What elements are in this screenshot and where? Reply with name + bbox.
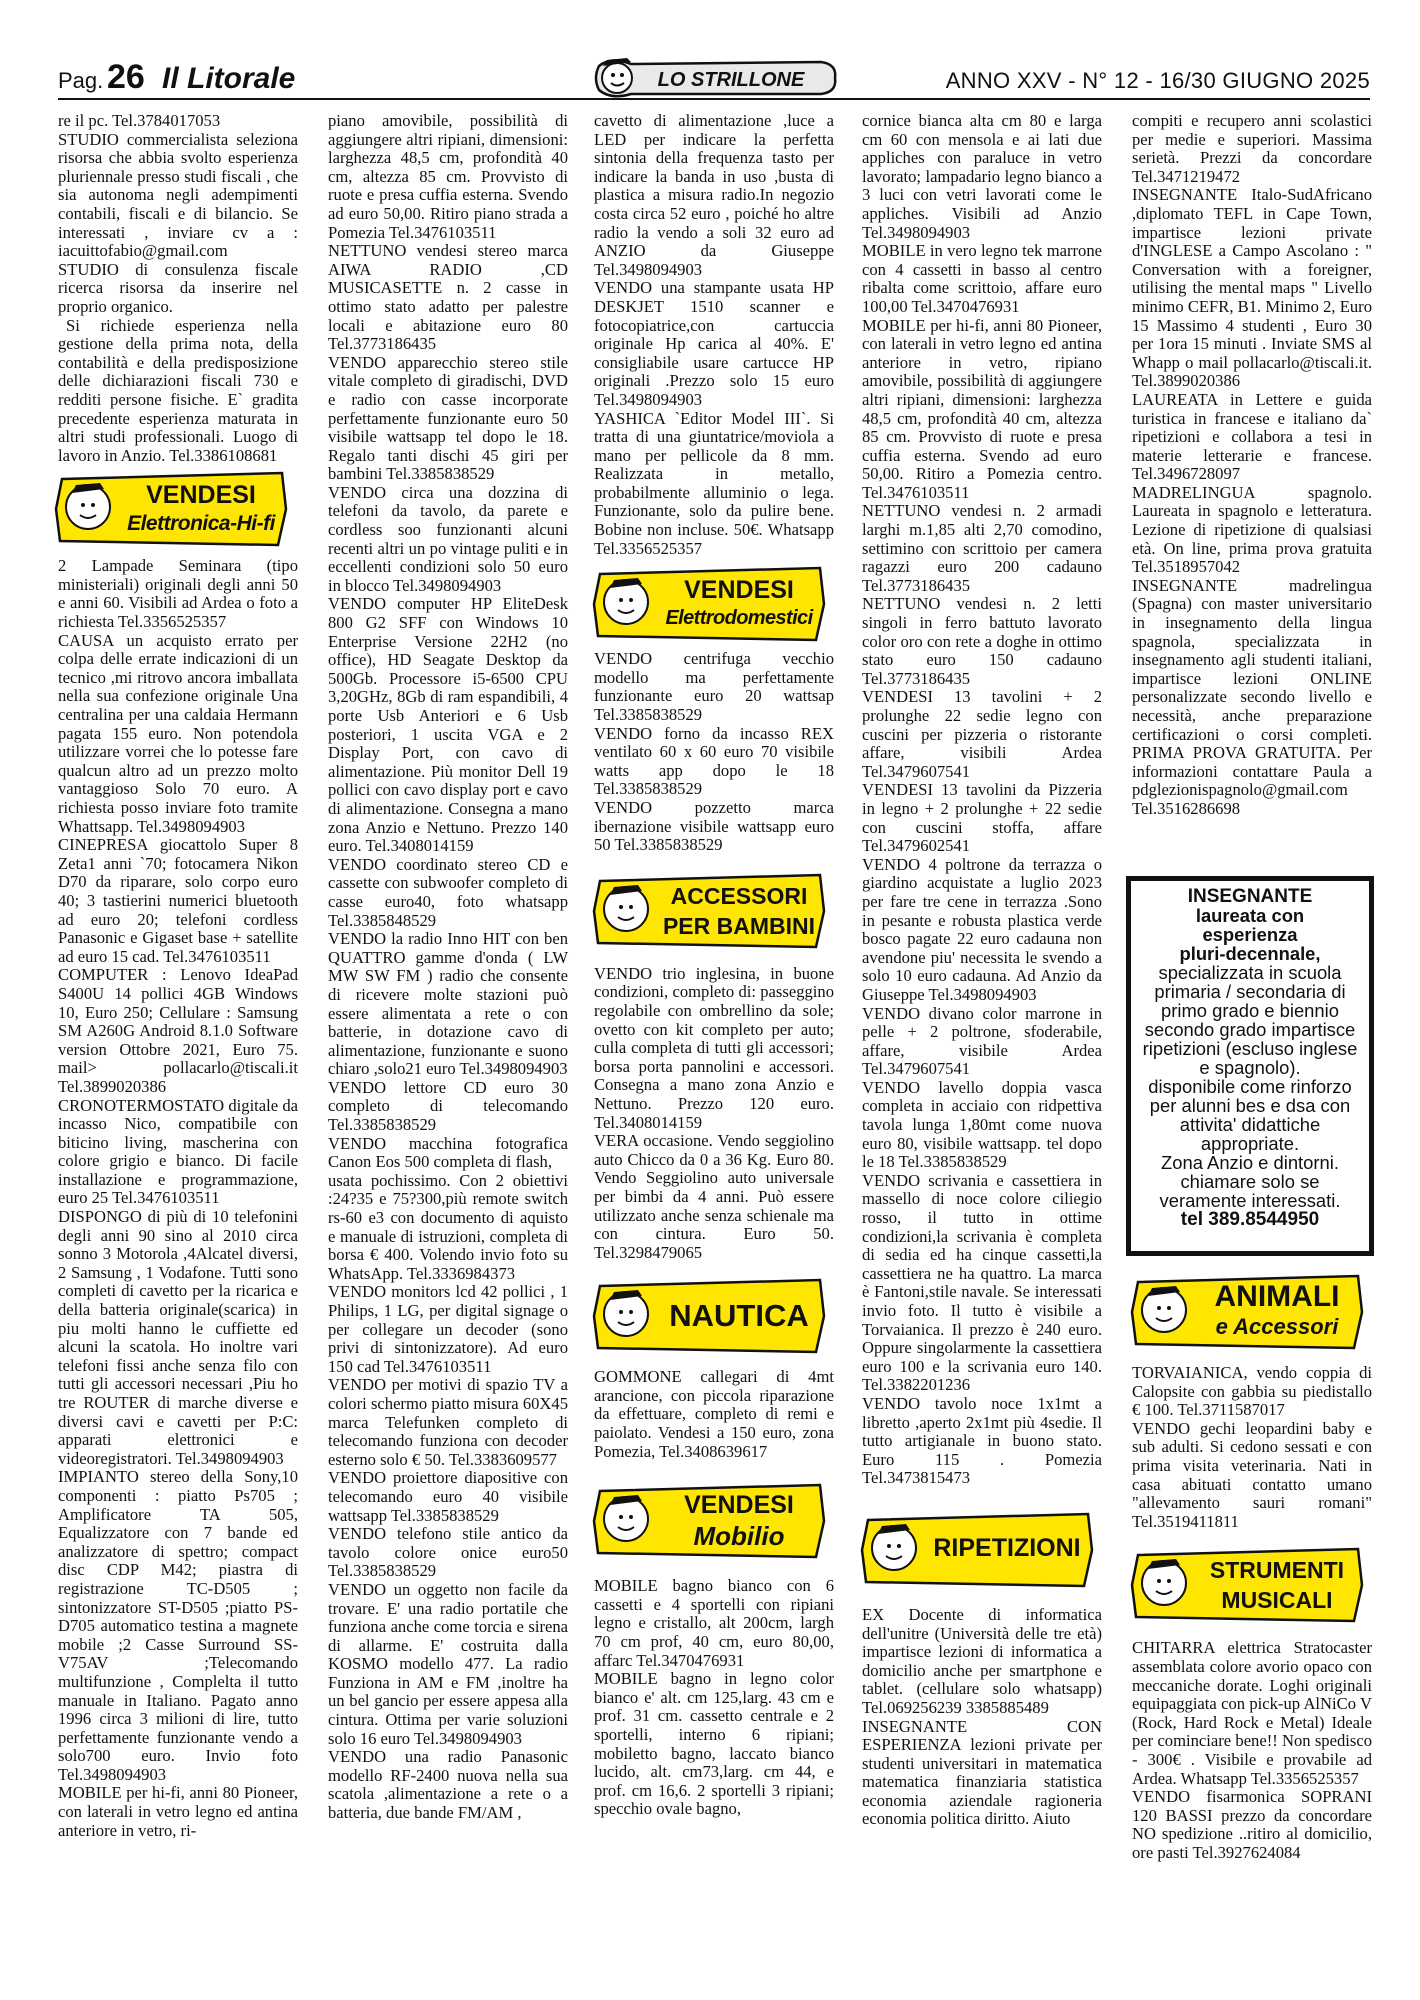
classified-listing: VENDO apparecchio stereo stile vitale completo di giradischi, DVD e radio con casse incorporate perfettamente funzionante euro 50 visibile wattsapp tel dopo le 18. Regalo tanti dischi 45 giri per bambini Tel.3385838529 xyxy=(328,352,568,484)
banner-title: RIPETIZIONI xyxy=(933,1533,1081,1562)
banner-spacer xyxy=(1132,1268,1372,1364)
classified-listing: GOMMONE callegari di 4mt arancione, con piccola riparazione da effettuare, completo di remi e paiolato. Vendesi a 150 euro, zona Pomezia, Tel.3408639617 xyxy=(594,1367,834,1461)
classified-listing: Si richiede esperienza nella gestione della prima nota, della contabilità e della predisposizione delle dichiarazioni fiscali 730 e redditi persone fisiche. E` gradita precedente esperienza maturata in altri studi professionali. Luogo di lavoro in Anzio. Tel.3386108681 xyxy=(58,315,298,465)
classified-listing: VENDO una radio Panasonic modello RF-2400 nuova nella sua scatola ,alimentazione a rete o a batteria, due bande FM/AM , xyxy=(328,1747,568,1823)
banner-nautica xyxy=(592,1276,828,1356)
classified-listing: 2 Lampade Seminara (tipo ministeriali) originali degli anni 50 e anni 60. Visibili ad Ardea o foto a richiesta Tel.3356525357 xyxy=(58,556,298,632)
classified-listing: VENDO gechi leopardini baby e sub adulti. Si cedono sessati e con prima visita veterinaria. Nati in casa abituati contatto umano "allevamento sauri romani" Tel.3519411811 xyxy=(1132,1418,1372,1531)
page-number: 26 xyxy=(107,58,145,96)
page-label: Pag. xyxy=(58,68,104,93)
classified-listing: MOBILE per hi-fi, anni 80 Pioneer, con laterali in vetro legno ed antina anteriore in vetro, ri- xyxy=(58,1783,298,1840)
classified-listing: CHITARRA elettrica Stratocaster assemblata colore avorio opaco con meccaniche dorate. Loghi originali equipaggiata con pick-up AlNiCo V (Rock, Hard Rock e Metal) Ideale per cominciare bene!! Non spedisco - 300€ . Visibile e provabile ad Ardea. Whatsapp Tel.3356525357 xyxy=(1132,1638,1372,1788)
col4-top-listings xyxy=(862,112,1102,1488)
classified-listing: VENDO macchina fotografica Canon Eos 500 completa di flash, xyxy=(328,1133,568,1172)
classified-listing: VENDO proiettore diapositive con telecomando euro 40 visibile wattsapp Tel.3385838529 xyxy=(328,1468,568,1525)
box-ad-text: specializzata in scuola primaria / secondaria di primo grado e biennio secondo grado impartisce ripetizioni (escluso inglese e spagnolo). xyxy=(1142,962,1358,1078)
classified-listing: VENDO un oggetto non facile da trovare. E' una radio portatile che funziona anche come torcia e sirena di allarme. E' costruita dalla KOSMO modello 477. La radio Funziona in AM e FM ,inoltre ha un bel gancio per essere appesa alla cintura. Ottima per varie soluzioni solo 16 euro Tel.3498094903 xyxy=(328,1579,568,1748)
classified-listing: VENDO monitors lcd 42 pollici , 1 Philips, 1 LG, per digital signage o per collegare un decoder (sono privi di sintonizzatore). Ad euro 150 cad Tel.3476103511 xyxy=(328,1282,568,1376)
classified-listing: VENDESI 13 tavolini da Pizzeria in legno + 2 prolunghe + 22 sedie con cuscini stoffa, affare Tel.3479602541 xyxy=(862,780,1102,856)
banner-subtitle: PER BAMBINI xyxy=(662,912,816,939)
banner-title: NAUTICA xyxy=(669,1298,809,1334)
nautica-listings xyxy=(594,1368,834,1461)
banner-title: VENDESI xyxy=(146,481,256,510)
classified-listing: VENDO per motivi di spazio TV a colori schermo piatto misura 60X45 marca Telefunken completo di telecomando funziona con decoder esterno solo € 50. Tel.3383609577 xyxy=(328,1375,568,1469)
banner-title: VENDESI xyxy=(684,1491,794,1520)
banner-animali-accessori xyxy=(1130,1272,1366,1352)
box-ad-line: pluri-decennale, xyxy=(1179,943,1321,964)
col1-top-listings xyxy=(58,112,298,465)
banner-spacer xyxy=(1132,1531,1372,1639)
box-ad-text: Zona Anzio e dintorni. chiamare solo se veramente interessati. xyxy=(1159,1152,1341,1211)
banner-title: ACCESSORI xyxy=(670,882,808,909)
classified-listing: CINEPRESA giocattolo Super 8 Zeta1 anni `70; fotocamera Nikon D70 da riparare, solo corpo euro 40; 3 tastierini numerici bluetooth ad euro 20; telefoni cordless Panasonic e Gigaset base + satellite ad euro 15 cad. Tel.3476103511 xyxy=(58,835,298,966)
banner-spacer xyxy=(594,558,834,650)
classified-listing: YASHICA `Editor Model III`. Si tratta di una giuntatrice/moviola a mano per pellicole da 8 mm. Realizzata in metallo, probabilmente alluminio o lega. Funzionante, solo da pulire bene. Bobine non incluse. 50€. Whatsapp Tel.3356525357 xyxy=(594,408,834,558)
banner-vendesi-elettronica xyxy=(54,469,290,549)
classified-listing: VENDO forno da incasso REX ventilato 60 x 60 euro 70 visibile watts app dopo le 18 Tel.3385838529 xyxy=(594,723,834,799)
classified-listing: CAUSA un acquisto errato per colpa delle errate indicazioni di un tecnico ,mi ritrovo ancora imballata nella sua confezione originale Una centralina per una caldaia Hermann pagata 155 euro. Non potendola utilizzare vorrei che lo potesse fare qualcun altro ad un prezzo molto vantaggioso Solo 70 euro. A richiesta posso inviare foto tramite Whattsapp. Tel.3498094903 xyxy=(58,630,298,836)
animali-listings xyxy=(1132,1364,1372,1531)
classified-listing: VENDO la radio Inno HIT con ben QUATTRO gamme d'onda ( LW MW SW FM ) radio che consente di ricevere molte stazioni può essere alimentata a rete o con batterie, in dotazione cavo di alimentazione, funzionante e suono chiaro ,solo21 euro Tel.3498094903 xyxy=(328,929,568,1079)
issue-info: ANNO XXV - N° 12 - 16/30 GIUGNO 2025 xyxy=(945,68,1370,93)
classified-listing: MADRELINGUA spagnolo. Laureata in spagnolo e letteratura. Lezione di ripetizione di qualsiasi età. On line, prima prova gratuita Tel.3518957042 xyxy=(1132,482,1372,577)
banner-title: VENDESI xyxy=(684,576,794,605)
paper-name: Il Litorale xyxy=(162,62,296,95)
classified-listing: VENDO fisarmonica SOPRANI 120 BASSI prezzo da concordare NO spedizione ..ritiro al domicilio, ore pasti Tel.3927624084 xyxy=(1132,1787,1372,1862)
classified-listing: piano amovibile, possibilità di aggiungere altri ripiani, dimensioni: larghezza 48,5 cm, profondità 40 cm, altezza 85 cm. Provvisto di ruote e presa cuffia esterna. Svendo ad euro 50,00. Ritiro piano strada a Pomezia Tel.3476103511 xyxy=(328,111,568,242)
ripetizioni-listings xyxy=(862,1606,1102,1829)
classified-listing: usata pochissimo. Con 2 obiettivi :24?35 e 75?300,più remote switch rs-60 e3 con documento di aquisto e manuale di istruzioni, completa di borsa € 400. Volendo invio foto su WhatsApp. Tel.3336984373 xyxy=(328,1170,568,1283)
column-3 xyxy=(594,112,834,1819)
classified-listing: VENDO computer HP EliteDesk 800 G2 SFF con Windows 10 Enterprise Versione 22H2 (no office), HD Seagate Desktop da 500Gb. Processore i5-6500 CPU 3,20GHz, 8Gb di ram espandibili, 4 porte Usb Anteriori e 6 Usb posteriori, 1 uscita VGA e 2 Display Port, con cavo di alimentazione. Più monitor Dell 19 pollici con cavo display port e cavo di alimentazione. Consegna a mano zona Anzio e Nettuno. Prezzo 140 euro. Tel.3408014159 xyxy=(328,594,568,856)
classified-listing: CRONOTERMOSTATO digitale da incasso Nico, compatibile con biticino living, mascherina con colore grigio e bianco. Di facile installazione e programmazione, euro 25 Tel.3476103511 xyxy=(58,1095,298,1208)
bambini-listings xyxy=(594,965,834,1263)
banner-ripetizioni xyxy=(860,1510,1096,1590)
banner-title: ANIMALI xyxy=(1214,1280,1340,1313)
column-1 xyxy=(58,112,298,1840)
insegnante-box-ad xyxy=(1126,876,1374,1256)
classified-listing: VENDO centrifuga vecchio modello ma perfettamente funzionante euro 20 wattsap Tel.3385838529 xyxy=(594,649,834,725)
classified-listing: VENDO circa una dozzina di telefoni da tavolo, da parete e cordless soo funzionanti alcuni recenti altri un po vintage puliti e in eccellenti condizioni solo 50 euro in blocco Tel.3498094903 xyxy=(328,482,568,595)
banner-accessori-bambini xyxy=(592,871,828,951)
classified-listing: VENDO divano color marrone in pelle + 2 poltrone, sfoderabile, affare, visibile Ardea Tel.3479607541 xyxy=(862,1003,1102,1079)
classified-listing: IMPIANTO stereo della Sony,10 componenti : piatto Ps705 ; Amplificatore TA 505, Equalizzatore con 7 bande ed analizzatore di spettro; compact disc CDP M42; piastra di registrazione TC-D505 ; sintonizzatore ST-D505 ;piatto PS-D705 automatico testina a magnete mobile ;2 Casse Surround SS-V75AV ;Telecomando multifunzione , Complelta il tutto manuale in Italiano. Pagato anno 1996 circa 3 milioni di lire, tutto perfettamente funzionante vendo a solo700 euro. Invio foto Tel.3498094903 xyxy=(58,1467,298,1784)
strumenti-listings xyxy=(1132,1639,1372,1862)
box-ad-line: laureata con xyxy=(1195,905,1305,926)
mobilio-listings xyxy=(594,1577,834,1819)
classified-listing: VENDO telefono stile antico da tavolo colore onice euro50 Tel.3385838529 xyxy=(328,1524,568,1581)
banner-spacer xyxy=(594,855,834,965)
banner-subtitle: Elettrodomestici xyxy=(665,607,813,630)
classified-listing: compiti e recupero anni scolastici per medie e superiori. Massima serietà. Prezzi da concordare Tel.3471219472 xyxy=(1132,111,1372,186)
classified-listing: cornice bianca alta cm 80 e larga cm 60 con mensola e ai lati due appliches con paraluce in vetro lavorato; lampadario legno bianco a 3 luci con vetri lavorati come le appliches. Visibili ad Anzio Tel.3498094903 xyxy=(862,111,1102,242)
banner-subtitle: e Accessori xyxy=(1215,1314,1339,1339)
col2-listings xyxy=(328,112,568,1823)
column-5-lower xyxy=(1132,1268,1372,1862)
classified-listing: VENDESI 13 tavolini + 2 prolunghe 22 sedie legno con cuscini per pizzeria o ristorante affare, visibili Ardea Tel.3479607541 xyxy=(862,687,1102,781)
classified-listing: STUDIO di consulenza fiscale ricerca risorsa da inserire nel proprio organico. xyxy=(58,259,298,316)
header-rule xyxy=(58,98,1370,100)
banner-spacer xyxy=(862,1488,1102,1606)
col5-top-listings xyxy=(1132,112,1372,819)
classified-listing: TORVAIANICA, vendo coppia di Calopsite con gabbia su piedistallo € 100. Tel.3711587017 xyxy=(1132,1363,1372,1420)
page-header xyxy=(58,58,1370,100)
col1-bottom-listings xyxy=(58,557,298,1840)
classified-listing: VENDO una stampante usata HP DESKJET 1510 scanner e fotocopiatrice,con cartuccia originale Hp carica al 40%. E' consigliabile usare cartucce HP originali .Prezzo solo 15 euro Tel.3498094903 xyxy=(594,278,834,409)
classified-listing: INSEGNANTE madrelingua (Spagna) con master universitario in insegnamento della lingua spagnola, specializzata in insegnamento agli studenti italiani, impartisce lezioni ONLINE personalizzate secondo livello e necessità, anche preparazione certificazioni o corsi completi. PRIMA PROVA GRATUITA. Per informazioni contattare Paula a pdglezionispagnolo@gmail.com Tel.3516286698 xyxy=(1132,575,1372,818)
classified-listing: VENDO coordinato stereo CD e cassette con subwoofer completo di casse euro40, foto whatsapp Tel.3385848529 xyxy=(328,854,568,930)
classified-listing: VENDO tavolo noce 1x1mt a libretto ,aperto 2x1mt più 4sedie. Il tutto artigianale in buono stato. Euro 115 . Pomezia Tel.3473815473 xyxy=(862,1393,1102,1488)
classified-listing: NETTUNO vendesi stereo marca AIWA RADIO ,CD MUSICASETTE n. 2 casse in ottimo stato adatto per palestre locali e abitazione euro 80 Tel.3773186435 xyxy=(328,241,568,354)
banner-subtitle: Elettronica-Hi-fi xyxy=(127,512,275,536)
svg-text:LO STRILLONE: LO STRILLONE xyxy=(657,69,805,91)
classified-listing: VENDO pozzetto marca ibernazione visibile wattsapp euro 50 Tel.3385838529 xyxy=(594,798,834,855)
column-2 xyxy=(328,112,568,1823)
box-ad-line: esperienza xyxy=(1202,924,1298,945)
classified-listing: VENDO scrivania e cassettiera in massello di noce colore ciliegio rosso, il tutto in ottime condizioni,la scrivania è completa di sedia ed ha cinque cassetti,la cassettiera ne ha quattro. La marca è Fantoni,stile navale. Se interessati invio foto. Il tutto è visibile a Torvaianica. Il prezzo è 240 euro. Oppure singolarmente la cassettiera euro 100 e la scrivania euro 140. Tel.3382201236 xyxy=(862,1170,1102,1395)
banner-title: STRUMENTI xyxy=(1209,1557,1345,1584)
classified-listing: cavetto di alimentazione ,luce a LED per indicare la perfetta sintonia della frequenza tasto per indicare la banda in uso ,busta di plastica a misura radio.In negozio costa circa 52 euro , poiché ho altre radio la vendo a soli 32 euro ad ANZIO da Giuseppe Tel.3498094903 xyxy=(594,111,834,279)
classified-listing: EX Docente di informatica dell'unitre (Università delle tre età) impartisce lezioni di informatica a domicilio anche per smartphone e tablet. (cellulare solo whatsapp) Tel.069256239 3385885489 xyxy=(862,1604,1102,1717)
box-ad-phone: tel 389.8544950 xyxy=(1180,1209,1320,1230)
classified-listing: NETTUNO vendesi n. 2 letti singoli in ferro battuto lavorato color oro con rete a doghe in ottimo stato euro 150 cadauno Tel.3773186435 xyxy=(862,594,1102,688)
classified-listing: STUDIO commercialista seleziona risorsa che abbia svolto esperienza pluriennale presso studi fiscali , che sia autonoma negli adempimenti contabili, fiscali e di bilancio. Se interessati , inviare cv a : iacuittofabio@gmail.com xyxy=(58,129,298,261)
lo-strillone-logo xyxy=(591,52,841,104)
classified-listing: LAUREATA in Lettere e guida turistica in francese e italiano da` ripetizioni e collabora a tesi in materie letterarie e francese. Tel.3496728097 xyxy=(1132,389,1372,484)
classified-listing: MOBILE bagno bianco con 6 cassetti e 4 sportelli con ripiani legno e cristallo, alt 200cm, largh 70 cm prof, 40 cm, euro 80,00, affarc Tel.3470476931 xyxy=(594,1576,834,1670)
classified-listing: VENDO lettore CD euro 30 completo di telecomando Tel.3385838529 xyxy=(328,1077,568,1135)
classified-listing: VENDO 4 poltrone da terrazza o giardino acquistate a luglio 2023 per fare tre cene in terrazza .Sono in pesante e robusta plastica verde bosco pagate 22 euro cadauna non avendone piu' necessita le svendo a solo 10 euro cadauna. Ad Anzio da Giuseppe Tel.3498094903 xyxy=(862,854,1102,1004)
classified-listing: MOBILE per hi-fi, anni 80 Pioneer, con laterali in vetro legno ed antina anteriore in vetro, ripiano amovibile, possibilità di aggiungere altri ripiani, dimensioni: larghezza 48,5 cm, profondità 40 cm, altezza 85 cm. Provvisto di ruote e presa cuffia esterna. Svendo ad euro 50,00. Ritiro a Pomezia centro. Tel.3476103511 xyxy=(862,315,1102,502)
classified-listing: MOBILE in vero legno tek marrone con 4 cassetti in basso al centro ribalta come scrittoio, affare euro 100,00 Tel.3470476931 xyxy=(862,241,1102,316)
column-4 xyxy=(862,112,1102,1829)
classified-listing: DISPONGO di più di 10 telefonini degli anni 90 sino al 2010 circa sonno 3 Motorola ,4Alcatel diversi, 2 Samsung , 1 Vodafone. Tutti sono completi di cavetto per la ricarica e della batteria originale(scarica) in piu molti hanno le cuffiette ed alcuni la scatola. Ho inoltre vari telefoni fissi anche senza filo con tutti gli accessori necessari ,Piu ho tre ROUTER di marche diverse e diversi cavi e cavetti per P:C: apparati elettronici e videoregistratori. Tel.3498094903 xyxy=(58,1207,298,1468)
col3-top-listings xyxy=(594,112,834,558)
banner-strumenti-musicali xyxy=(1130,1545,1366,1625)
banner-subtitle: Mobilio xyxy=(693,1521,785,1552)
classified-listing: MOBILE bagno in legno color bianco e' alt. cm 125,larg. 43 cm e prof. 31 cm. cassetto centrale e 2 sportelli, interno 6 ripiani; mobiletto bagno, laccato bianco lucido, alt. cm73,larg. cm 44, e prof. cm 16,6. 2 sportelli 3 ripiani; specchio ovale bagno, xyxy=(594,1669,834,1819)
banner-spacer xyxy=(594,1262,834,1368)
classified-listing: INSEGNANTE Italo-SudAfricano ,diplomato TEFL in Cape Town, impartisce lezioni private d'INGLESE a Campo Ascolano : " Conversation with a foreigner, utilising the mental maps " Livello minimo CEFR, B1. Minimo 2, Euro 15 Massimo 4 studenti , Euro 30 per 1ora 15 minuti . Inviate SMS al Whapp o mail pollacarlo@tiscali.it. Tel.3899020386 xyxy=(1132,185,1372,391)
elettrodomestici-listings xyxy=(594,650,834,855)
classified-listing: VERA occasione. Vendo seggiolino auto Chicco da 0 a 36 Kg. Euro 80. Vendo Seggiolino auto universale per bimbi da 4 anni. Può essere utilizzato anche senza schienale ma con cintura. Euro 50. Tel.3298479065 xyxy=(594,1131,834,1262)
banner-subtitle: MUSICALI xyxy=(1221,1587,1333,1614)
banner-vendesi-mobilio xyxy=(592,1481,828,1561)
classified-listing: VENDO trio inglesina, in buone condizioni, completo di: passeggino regolabile con ombrellino da sole; ovetto con kit completo per auto; culla completa di tutti gli accessori; borsa porta pannolini e accessori. Consegna a mano zona Anzio e Nettuno. Prezzo 120 euro. Tel.3408014159 xyxy=(594,963,834,1132)
box-ad-heading: INSEGNANTE xyxy=(1187,886,1313,907)
classified-listing: COMPUTER : Lenovo IdeaPad S400U 14 pollici 4GB Windows 10, Euro 250; Cellulare : Samsung SM A260G Android 8.1.0 Software version Ottobre 2021, Euro 75. mail> pollacarlo@tiscali.it Tel.3899020386 xyxy=(58,965,298,1096)
classified-listing: re il pc. Tel.3784017053 xyxy=(58,111,221,130)
banner-vendesi-elettrodomestici xyxy=(592,564,828,644)
column-5 xyxy=(1132,112,1372,819)
banner-spacer xyxy=(58,465,298,557)
classified-listing: VENDO lavello doppia vasca completa in acciaio con ridpettiva tavola lunga 1,80mt come nuova euro 80, visibile wattsapp. tel dopo le 18 Tel.3385838529 xyxy=(862,1077,1102,1172)
classified-listing: INSEGNANTE CON ESPERIENZA lezioni private per studenti universitari in matematica matematica finanziaria statistica economia aziendale ragioneria economia politica diritto. Aiuto xyxy=(862,1716,1102,1829)
box-ad-text: disponibile come rinforzo per alunni bes e dsa con attivita' didattiche appropriate. xyxy=(1148,1076,1352,1154)
classified-listing: NETTUNO vendesi n. 2 armadi larghi m.1,85 alti 2,70 comodino, settimino con scrittoio per camera ragazzi euro 200 cadauno Tel.3773186435 xyxy=(862,501,1102,595)
banner-spacer xyxy=(594,1461,834,1577)
